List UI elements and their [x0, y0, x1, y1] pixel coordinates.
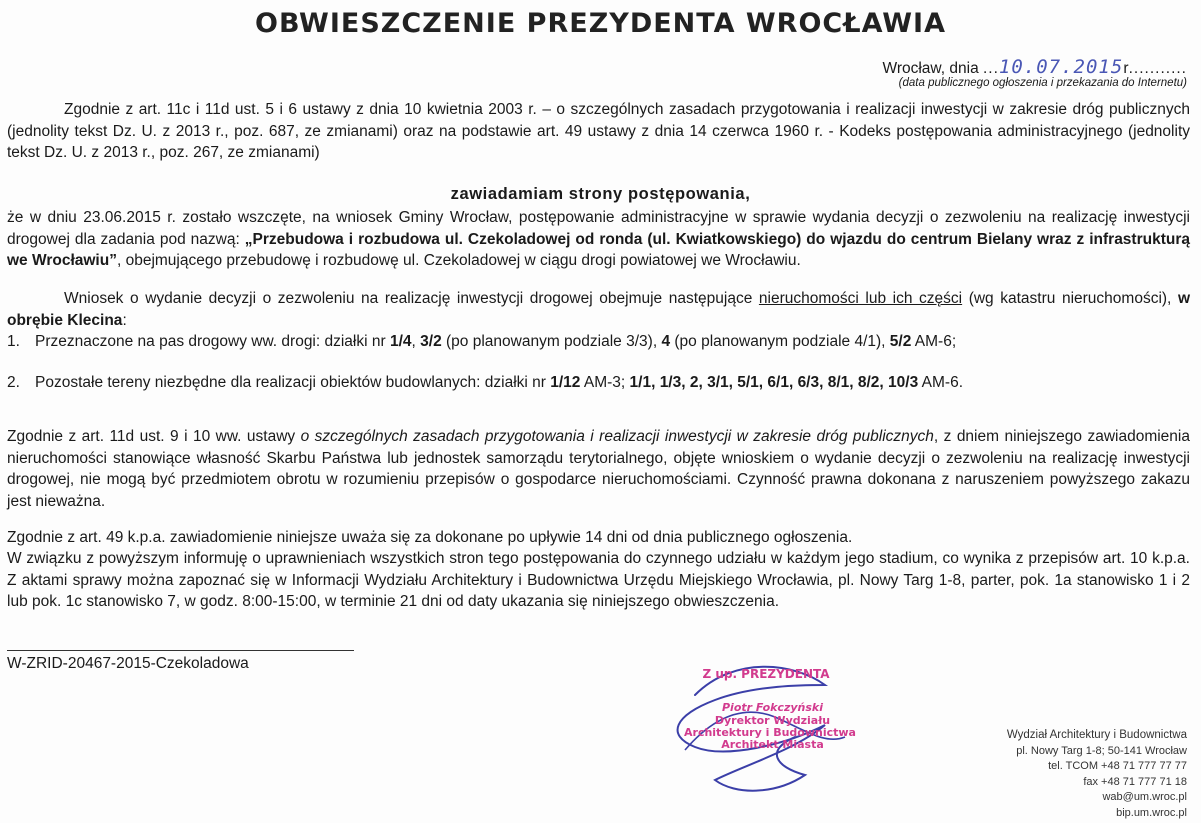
list-text-part: AM-3;: [580, 374, 630, 391]
precinct-name: w obrębie Klecina: [7, 290, 1190, 329]
stamp-line: Architektury i Budownictwa: [684, 726, 856, 739]
intro-text: Zgodnie z art. 11c i 11d ust. 5 i 6 ustawy z dnia 10 kwietnia 2003 r. – o szczególnych zasadach przygotowania i realizacji inwestycji w zakresie dróg publicznych (jednolity tekst Dz. U. z 2013 r., poz. 687, ze zmianami) oraz na podstawie art. 49 ustawy z dnia 14 czerwca 1960 r. - Kodeks postępowania administracyjnego (jednolity tekst Dz. U. z 2013 r., poz. 267, ze zmianami): [7, 101, 1190, 161]
footer-web: bip.um.wroc.pl: [1116, 806, 1187, 819]
initiation-text: że w dniu 23.06.2015 r. zostało wszczęte, na wniosek Gminy Wrocław, postępowanie administracyjne w sprawie wydania decyzji o zezwoleniu na realizację inwestycji drogowej dla zadania pod nazwą:: [7, 209, 1190, 248]
properties-text-mid: (wg katastru nieruchomości),: [962, 290, 1178, 307]
list-text-part: ,: [411, 333, 421, 350]
list-number: 1.: [7, 333, 20, 350]
reference-rule: [7, 650, 354, 651]
parcel-number: 1/4: [389, 333, 412, 350]
footer-email: wab@um.wroc.pl: [1102, 791, 1187, 803]
list-text-part: AM-6.: [918, 374, 964, 391]
stamp-line: Architekt Miasta: [721, 738, 824, 751]
initiation-text-end: , obejmującego przebudowę i rozbudowę ul. Czekoladowej w ciągu drogi powiatowej we Wrocławiu.: [116, 252, 801, 269]
list-text: [35, 372, 1190, 394]
announcement-paragraph: Zgodnie z art. 49 k.p.a. zawiadomienie niniejsze uważa się za dokonane po upływie 14 dni od dnia publicznego ogłoszenia.: [7, 529, 853, 546]
parcel-number: 5/2: [889, 333, 912, 350]
project-name: „Przebudowa i rozbudowa ul. Czekoladowej od ronda (ul. Kwiatkowskiego) do wjazdu do centrum Bielany wraz z infrastrukturą we Wrocławiu”: [7, 230, 1190, 269]
intro-paragraph: [7, 99, 1190, 164]
notice-heading: zawiadamiam strony postępowania,: [450, 185, 751, 203]
footer-fax: fax +48 71 777 71 18: [1083, 775, 1187, 788]
list-item: [7, 331, 1190, 353]
list-text: [35, 331, 1190, 353]
stamp-line: Dyrektor Wydziału: [714, 714, 831, 727]
case-reference: W-ZRID-20467-2015-Czekoladowa: [7, 655, 249, 672]
rights-paragraph: W związku z powyższym informuję o uprawnieniach wszystkich stron tego postępowania do czynnego udziału w każdym jego stadium, co wynika z przepisów art. 10 k.p.a. Z aktami sprawy można zapoznać się w Informacji Wydziału Architektury i Budownictwa Urzędu Miejskiego Wrocławia, pl. Nowy Targ 1-8, parter, pok. 1a stanowisko 1 i 2 lub pok. 1c stanowisko 7, w godz. 8:00-15:00, w terminie 21 dni od daty ukazania się niniejszego obwieszczenia.: [7, 550, 1190, 610]
list-text-part: Przeznaczone na pas drogowy ww. drogi: działki nr: [35, 333, 390, 350]
footer-department: Wydział Architektury i Budownictwa: [1006, 729, 1187, 741]
parcel-number: 4: [661, 333, 671, 350]
department-footer: [957, 728, 1187, 821]
parcel-number: 1/12: [550, 374, 581, 391]
date-prefix: Wrocław, dnia: [882, 60, 979, 77]
handwritten-date: 10.07.2015: [998, 56, 1124, 78]
date-line: [882, 56, 1187, 78]
prohibition-text-end: , z dniem niniejszego zawiadomienia nieruchomości stanowiące własność Skarbu Państwa lub jednostek samorządu terytorialnego, objęte wnioskiem o wydanie decyzji o zezwoleniu na realizację inwestycji drogowej, nie mogą być przedmiotem obrotu w rozumieniu przepisów o gospodarce nieruchomościami. Czynność prawna dokonana z naruszeniem powyższego zakazu jest nieważna.: [7, 428, 1190, 510]
list-text-part: (po planowanym podziale 4/1),: [670, 333, 890, 350]
initiation-paragraph: [7, 207, 1190, 272]
list-text-part: AM-6;: [911, 333, 957, 350]
properties-underlined: nieruchomości lub ich części: [758, 290, 963, 307]
act-title: o szczególnych zasadach przygotowania i realizacji inwestycji w zakresie dróg publicznych: [300, 428, 934, 445]
prohibition-paragraph: [7, 426, 1190, 512]
prohibition-text: Zgodnie z art. 11d ust. 9 i 10 ww. ustawy: [7, 428, 301, 445]
list-item: [7, 372, 1190, 394]
date-note: (data publicznego ogłoszenia i przekazania do Internetu): [898, 77, 1187, 89]
properties-text: Wniosek o wydanie decyzji o zezwoleniu na realizację inwestycji drogowej obejmuje następujące: [64, 290, 759, 307]
list-text-part: Pozostałe tereny niezbędne dla realizacji obiektów budowlanych: działki nr: [35, 374, 551, 391]
date-dots-after: r...........: [1123, 60, 1187, 77]
document-title: OBWIESZCZENIE PREZYDENTA WROCŁAWIA: [255, 8, 946, 39]
parcel-numbers: 1/1, 1/3, 2, 3/1, 5/1, 6/1, 6/3, 8/1, 8/2, 10/3: [629, 374, 919, 391]
list-text-part: (po planowanym podziale 3/3),: [441, 333, 662, 350]
stamp-line: Z up. PREZYDENTA: [702, 667, 830, 681]
properties-paragraph: [7, 288, 1190, 331]
footer-phone: tel. TCOM +48 71 777 77 77: [1048, 760, 1187, 772]
date-dots-before: ...: [983, 60, 999, 77]
footer-address: pl. Nowy Targ 1-8; 50-141 Wrocław: [1016, 744, 1187, 757]
properties-colon: :: [122, 311, 127, 329]
parcel-number: 3/2: [420, 333, 442, 350]
list-number: 2.: [7, 374, 20, 391]
stamp-signatory: Piotr Fokczyński: [722, 701, 823, 714]
